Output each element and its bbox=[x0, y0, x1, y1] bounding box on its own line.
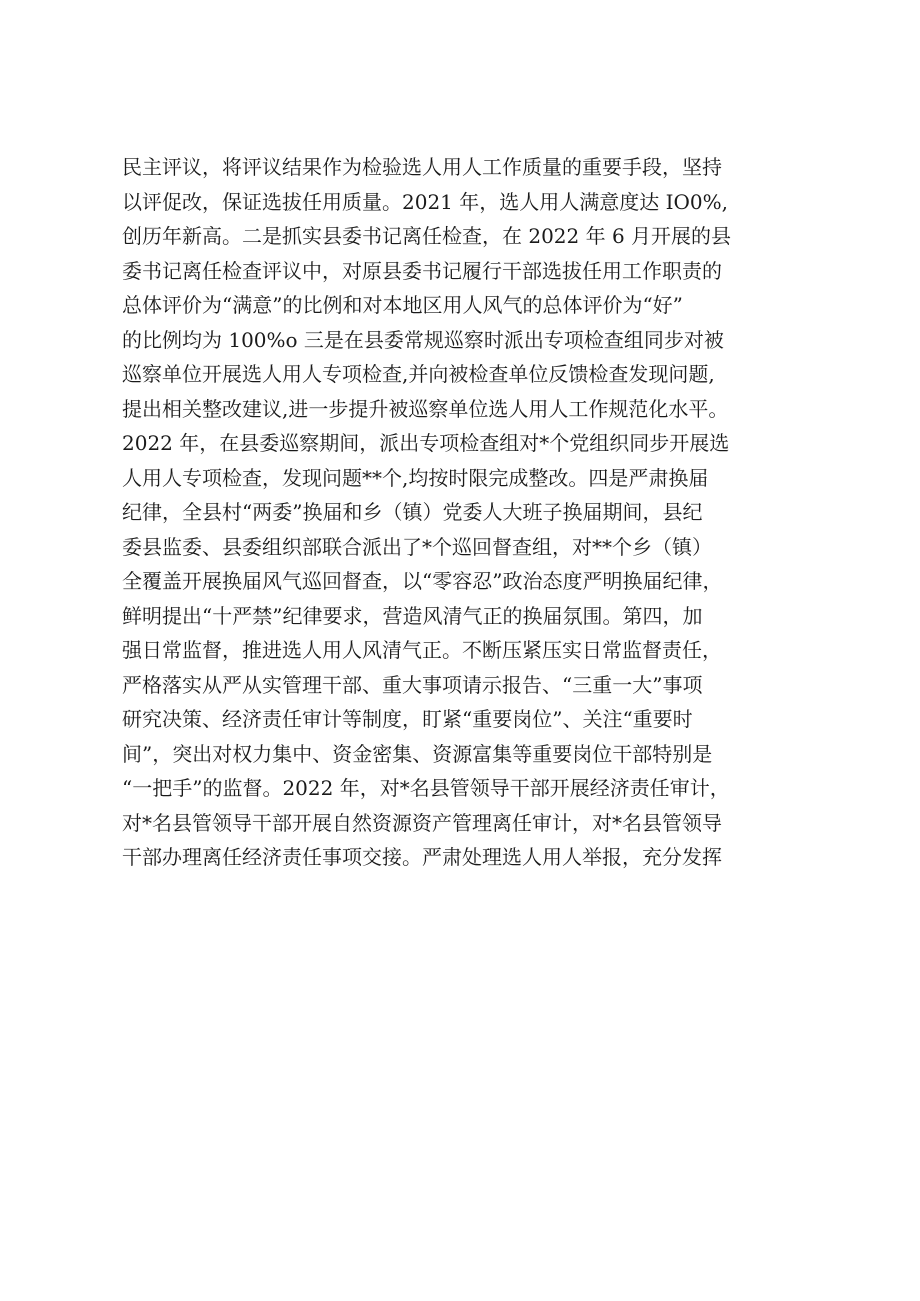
text-line: 委县监委、县委组织部联合派出了*个巡回督查组，对**个乡（镇） bbox=[122, 534, 712, 559]
text-line: 强日常监督，推进选人用人风清气正。不断压紧压实日常监督责任， bbox=[122, 638, 722, 662]
body-paragraph bbox=[122, 150, 822, 875]
text-line: 创历年新高。二是抓实县委书记离任检查，在 2022 年 6 月开展的县 bbox=[122, 224, 732, 248]
text-line: 鲜明提出“十严禁”纪律要求，营造风清气正的换届氛围。第四，加 bbox=[122, 603, 703, 628]
text-line: 委书记离任检查评议中，对原县委书记履行干部选拔任用工作职责的 bbox=[122, 258, 722, 283]
text-line: 间”，突出对权力集中、资金密集、资源富集等重要岗位干部特别是 bbox=[122, 741, 713, 766]
text-line: 2022 年，在县委巡察期间，派出专项检查组对*个党组织同步开展选 bbox=[122, 431, 730, 455]
text-line: 以评促改，保证选拔任用质量。2021 年，选人用人满意度达 IO0%, bbox=[122, 189, 728, 214]
text-line: 干部办理离任经济责任事项交接。严肃处理选人用人举报，充分发挥 bbox=[122, 845, 722, 869]
text-line: 对*名县管领导干部开展自然资源资产管理离任审计，对*名县管领导 bbox=[122, 810, 722, 835]
text-line: 巡察单位开展选人用人专项检查,并向被检查单位反馈检查发现问题, bbox=[122, 362, 715, 386]
text-line: 的比例均为 100%o 三是在县委常规巡察时派出专项检查组同步对被 bbox=[122, 327, 724, 352]
text-line: 严格落实从严从实管理干部、重大事项请示报告、“三重一大”事项 bbox=[122, 672, 703, 697]
text-line: 总体评价为“满意”的比例和对本地区用人风气的总体评价为“好” bbox=[122, 293, 683, 317]
text-line: 全覆盖开展换届风气巡回督查，以“零容忍”政治态度严明换届纪律， bbox=[122, 569, 723, 593]
text-line: 人用人专项检查，发现问题**个,均按时限完成整改。四是严肃换届 bbox=[122, 465, 709, 490]
text-line: 研究决策、经济责任审计等制度，盯紧“重要岗位”、关注“重要时 bbox=[122, 707, 693, 731]
text-line: 纪律，全县村“两委”换届和乡（镇）党委人大班子换届期间，县纪 bbox=[122, 500, 703, 524]
text-line: “一把手”的监督。2022 年，对*名县管领导干部开展经济责任审计， bbox=[122, 776, 730, 800]
text-line: 提出相关整改建议,进一步提升被巡察单位选人用人工作规范化水平。 bbox=[122, 396, 729, 421]
text-line: 民主评议，将评议结果作为检验选人用人工作质量的重要手段，坚持 bbox=[122, 155, 722, 179]
